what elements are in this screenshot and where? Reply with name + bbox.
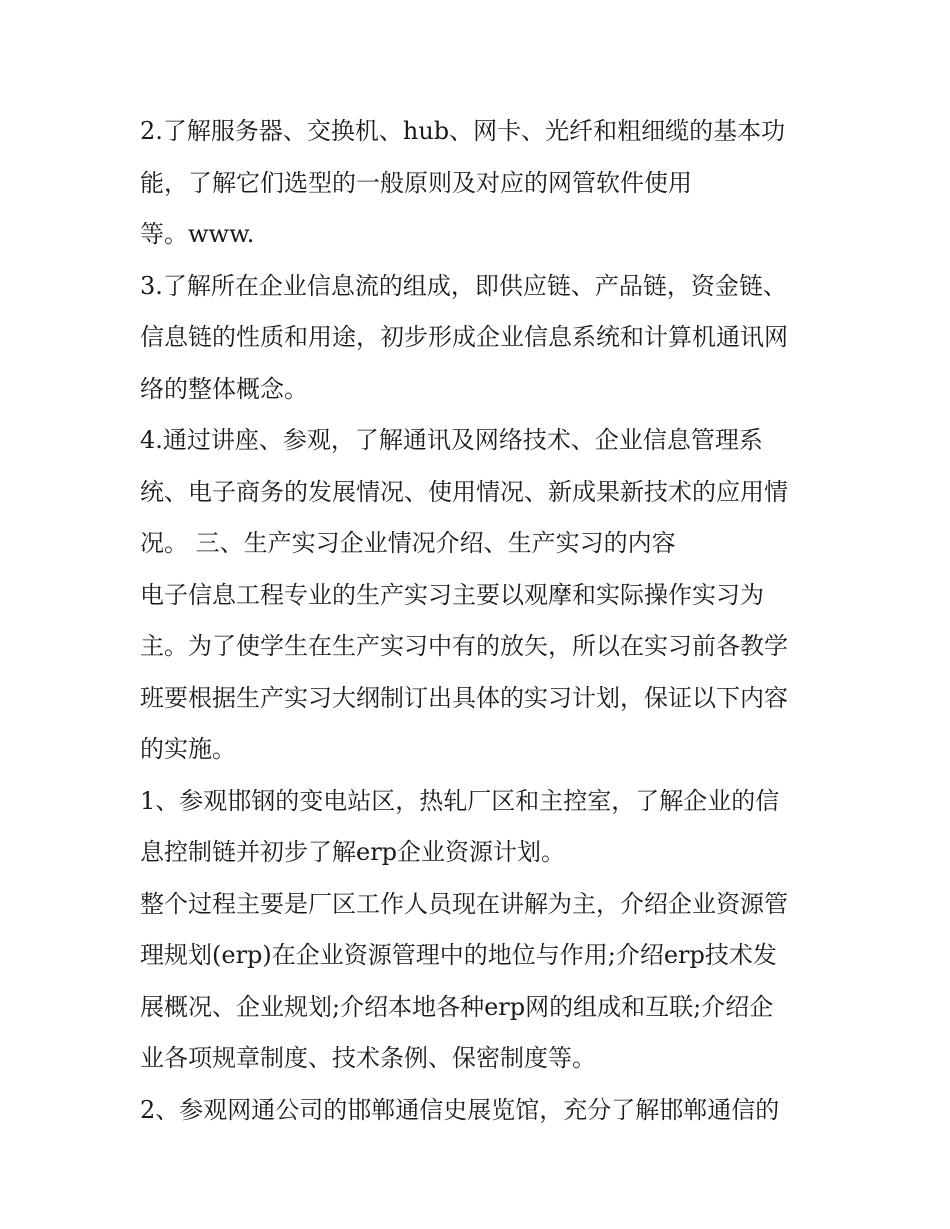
document-body [140,106,830,1136]
text-line: 班要根据生产实习大纲制订出具体的实习计划，保证以下内容 [140,683,788,712]
text-line: 3.了解所在企业信息流的组成，即供应链、产品链，资金链、 [140,271,787,300]
text-line: 理规划(erp)在企业资源管理中的地位与作用;介绍erp技术发 [140,941,777,969]
text-line: 业各项规章制度、技术条例、保密制度等。 [140,1044,596,1072]
text-line: 2、参观网通公司的邯郸通信史展览馆，充分了解邯郸通信的 [140,1095,780,1124]
text-line: 息控制链并初步了解erp企业资源计划。 [140,838,566,866]
text-line: 主。为了使学生在生产实习中有的放矢，所以在实习前各教学 [140,632,788,660]
text-line: 展概况、企业规划;介绍本地各种erp网的组成和互联;介绍企 [140,992,774,1021]
text-line: 信息链的性质和用途，初步形成企业信息系统和计算机通讯网 [140,323,788,351]
text-line: 1、参观邯钢的变电站区，热轧厂区和主控室，了解企业的信 [140,786,780,815]
text-line: 等。www. [140,220,255,248]
text-line: 的实施。 [140,735,236,763]
text-line: 统、电子商务的发展情况、使用情况、新成果新技术的应用情 [140,477,788,506]
text-line: 能，了解它们选型的一般原则及对应的网管软件使用 [140,168,692,197]
text-line: 4.通过讲座、参观，了解通讯及网络技术、企业信息管理系 [140,426,763,454]
text-line: 电子信息工程专业的生产实习主要以观摩和实际操作实习为 [140,580,764,609]
text-line: 整个过程主要是厂区工作人员现在讲解为主，介绍企业资源管 [140,889,788,918]
text-line: 2.了解服务器、交换机、hub、网卡、光纤和粗细缆的基本功 [140,117,786,145]
text-line: 况。 三、生产实习企业情况介绍、生产实习的内容 [140,529,676,557]
text-line: 络的整体概念。 [140,374,308,403]
